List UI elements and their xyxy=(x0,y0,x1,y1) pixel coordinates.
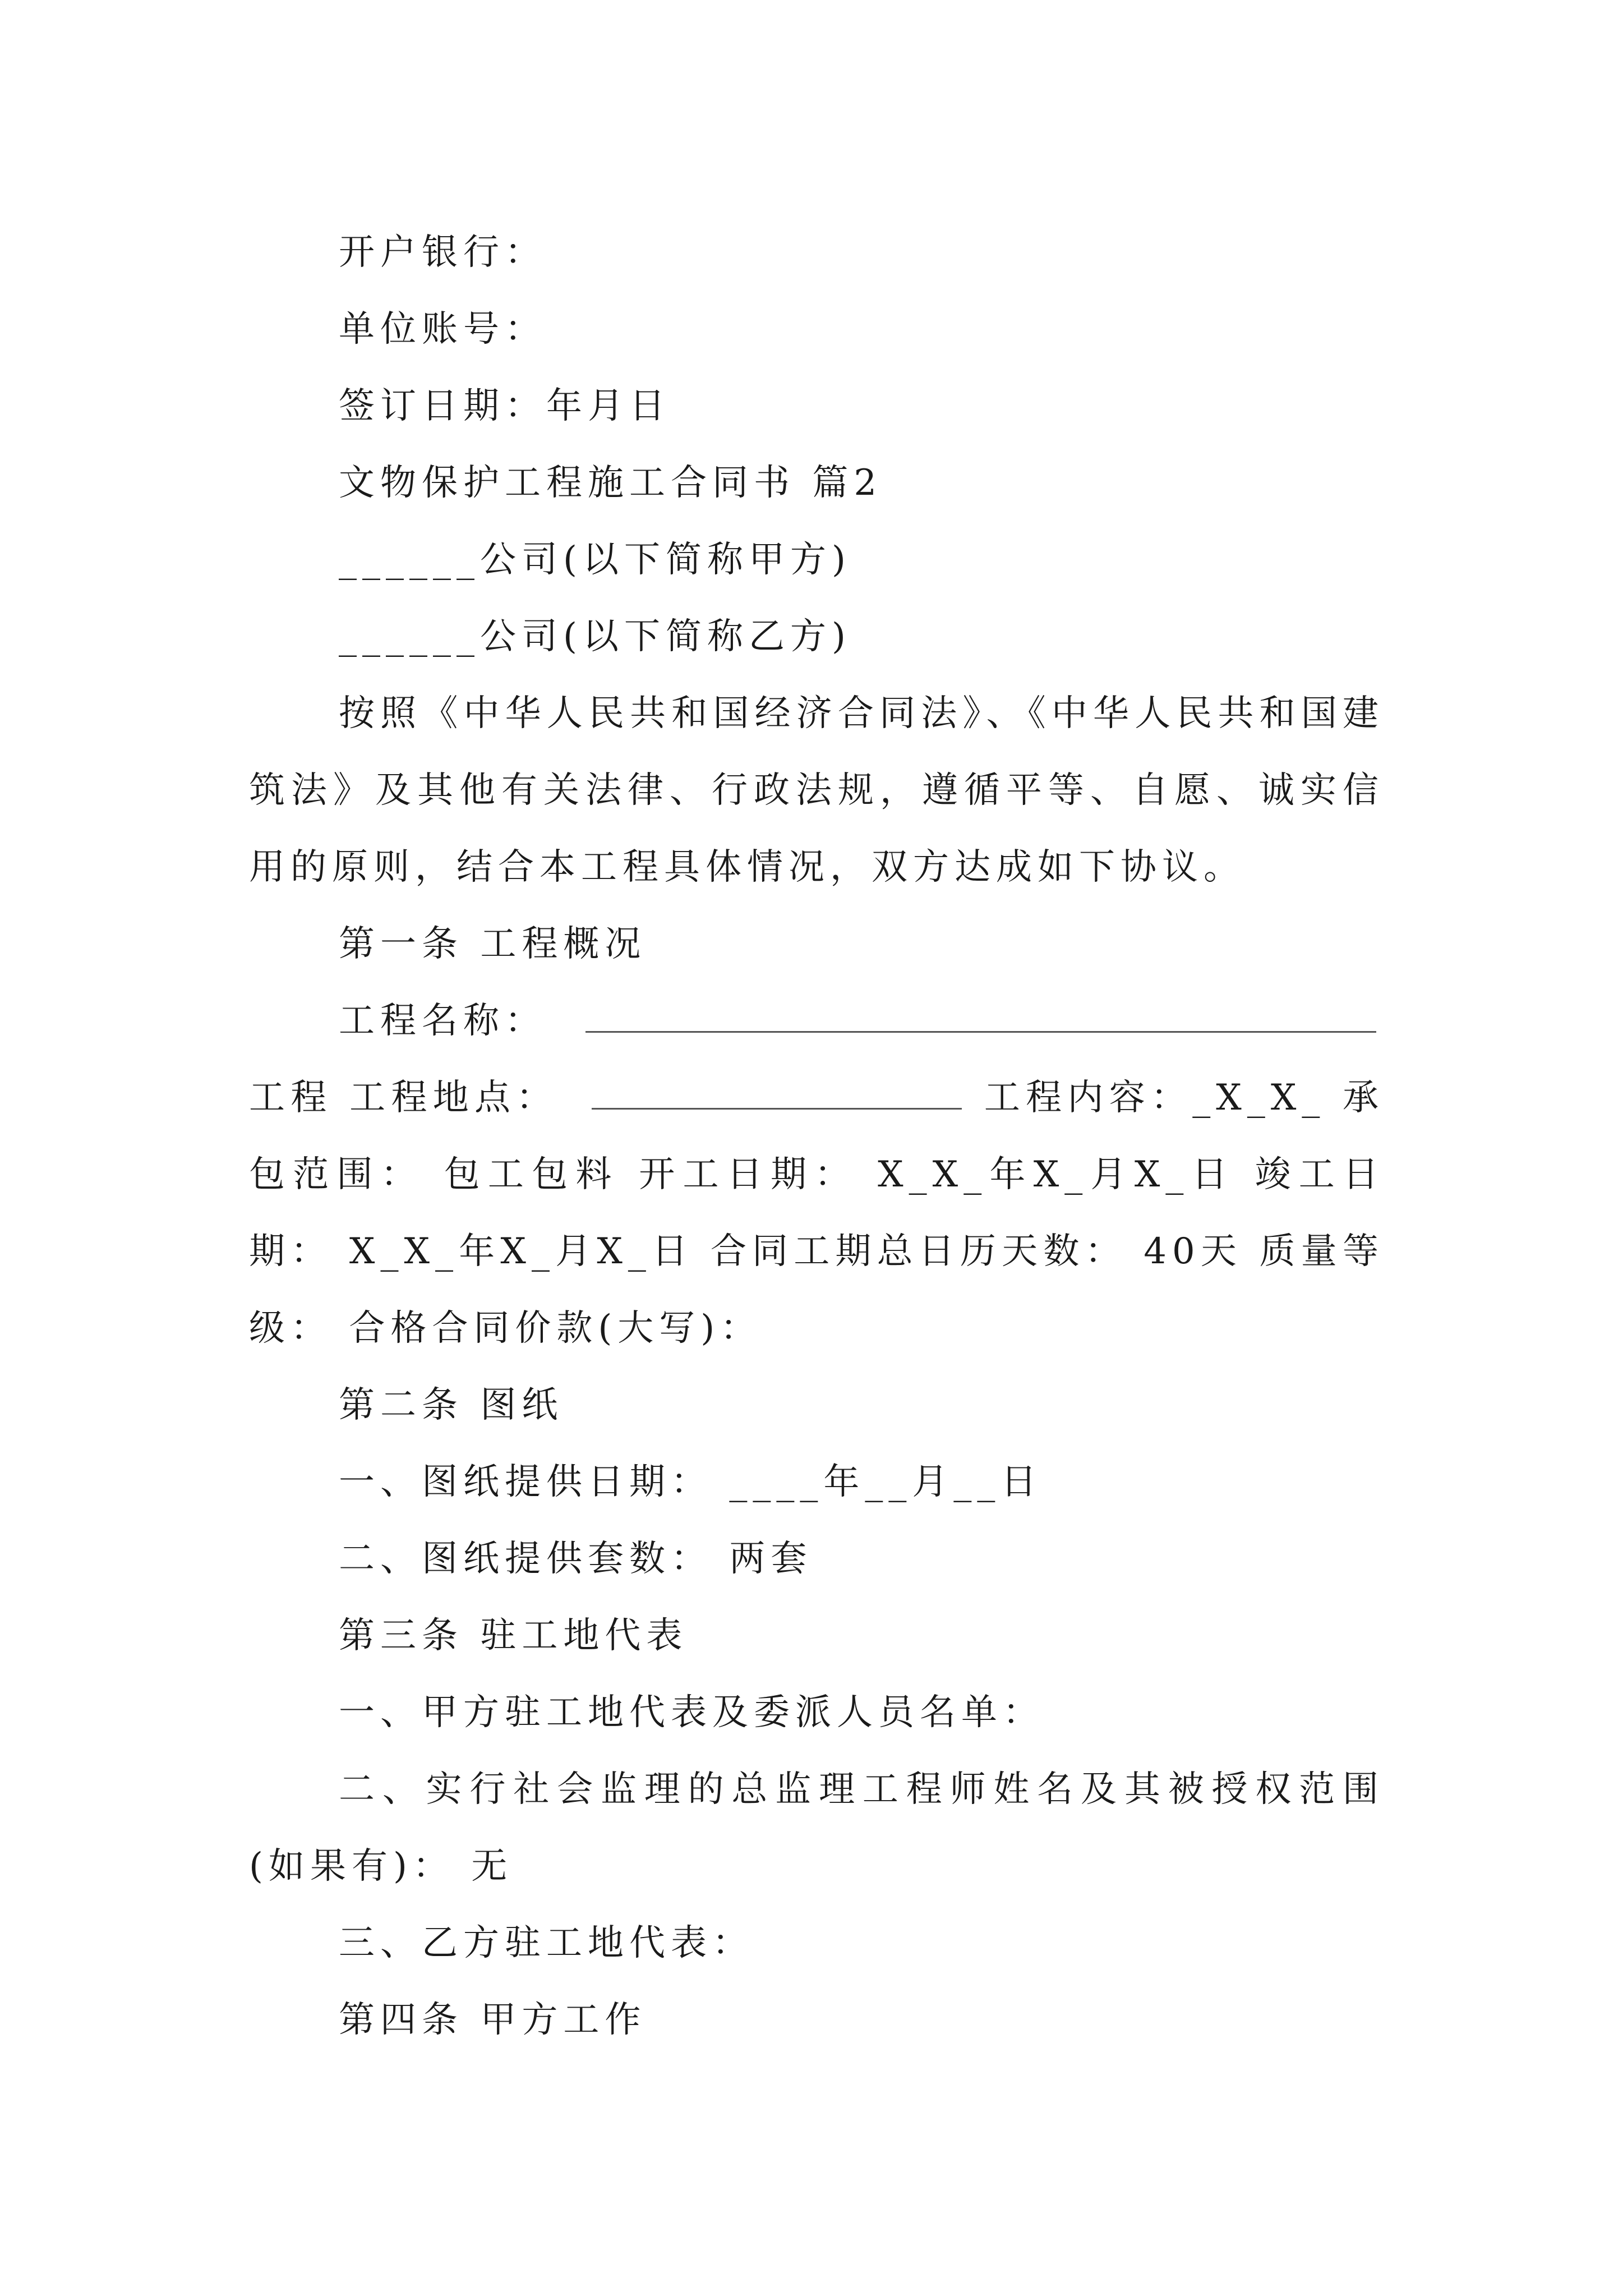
article-2-title: 第二条 图纸 xyxy=(339,1384,564,1426)
drawing-sets-line: 二、图纸提供套数： 两套 xyxy=(339,1538,813,1580)
supervisor-paragraph: 二、实行社会监理的总监理工程师姓名及其被授权范围(如果有)： 无 xyxy=(249,1769,1384,1887)
project-location-blank xyxy=(592,1074,962,1110)
party-a-line: ______公司(以下简称甲方) xyxy=(339,539,851,581)
project-info-paragraph xyxy=(249,1060,1384,1367)
sign-date-line: 签订日期：年月日 xyxy=(339,385,671,427)
party-b-line: ______公司(以下简称乙方) xyxy=(339,616,851,657)
project-info-start: 工程 工程地点： xyxy=(249,1077,558,1119)
account-line: 单位账号： xyxy=(339,309,546,350)
project-info-rest: 工程内容：_X_X_ 承包范围： 包工包料 开工日期： X_X_年X_月X_日 竣工日期： X_X_年X_月X_日 合同工期总日历天数： 40天 质量等级： 合格合同价款(大写)： xyxy=(249,1077,1385,1349)
article-4-title: 第四条 甲方工作 xyxy=(339,1999,647,2041)
article-3-title: 第三条 驻工地代表 xyxy=(339,1615,688,1657)
bank-line: 开户银行： xyxy=(339,232,546,273)
document-title: 文物保护工程施工合同书 篇2 xyxy=(339,462,883,504)
article-1-title: 第一条 工程概况 xyxy=(339,923,647,965)
project-name-label: 工程名称： xyxy=(339,1000,546,1042)
party-b-representative-line: 三、乙方驻工地代表： xyxy=(339,1922,754,1964)
preamble-paragraph: 按照《中华人民共和国经济合同法》、《中华人民共和国建筑法》及其他有关法律、行政法规，遵循平等、自愿、诚实信用的原则，结合本工程具体情况，双方达成如下协议。 xyxy=(249,693,1384,888)
document-body xyxy=(249,214,1384,2059)
drawing-date-line: 一、图纸提供日期： ____年__月__日 xyxy=(339,1461,1043,1503)
project-name-line xyxy=(249,983,1384,1060)
party-a-representative-line: 一、甲方驻工地代表及委派人员名单： xyxy=(339,1692,1044,1733)
project-name-blank xyxy=(585,997,1376,1033)
